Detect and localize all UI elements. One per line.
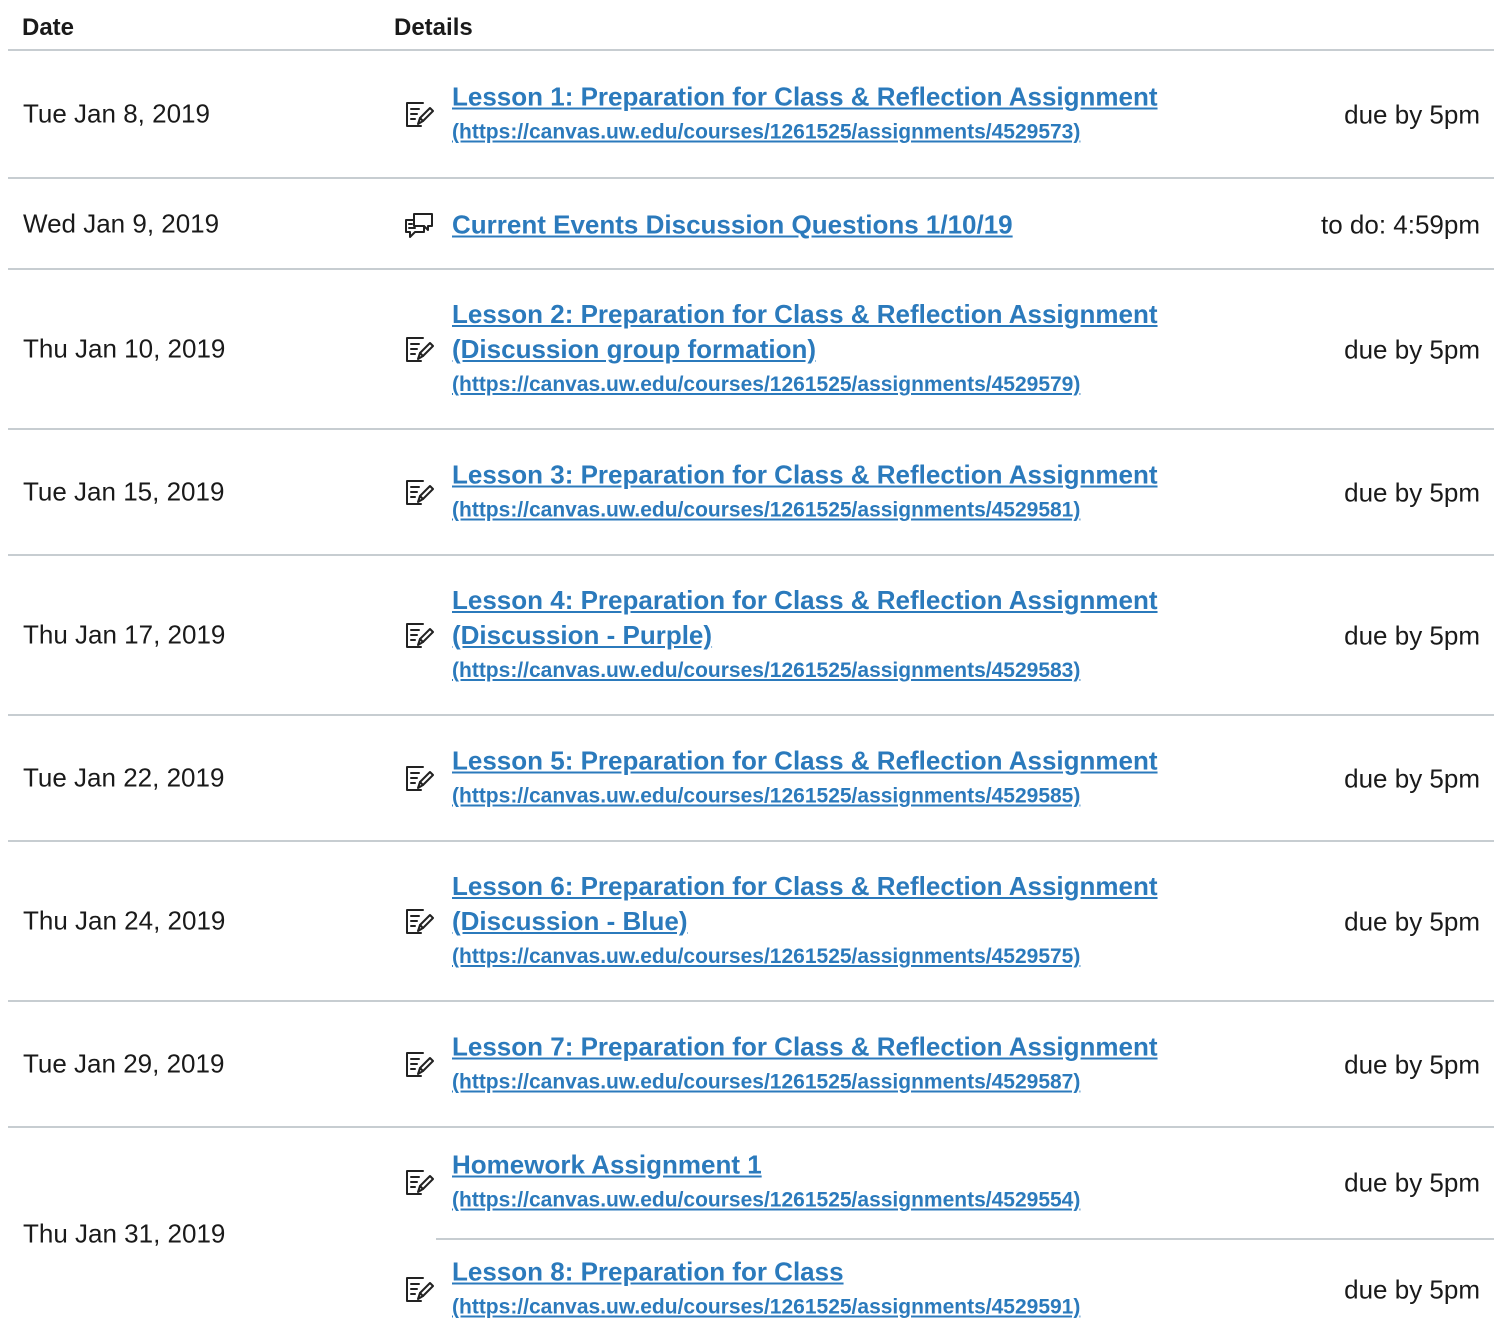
due-time: to do: 4:59pm xyxy=(1321,209,1480,239)
discussion-title-link[interactable]: Current Events Discussion Questions 1/10/19 xyxy=(452,209,1013,239)
table-row xyxy=(8,179,1494,270)
assignment-title-link[interactable]: Homework Assignment 1 xyxy=(452,1149,762,1180)
row-date: Tue Jan 15, 2019 xyxy=(23,476,225,507)
due-time: due by 5pm xyxy=(1344,620,1480,651)
due-time: due by 5pm xyxy=(1344,1049,1480,1080)
row-item xyxy=(436,1128,1494,1240)
assignment-url-link[interactable]: (https://canvas.uw.edu/courses/1261525/assignments/4529581) xyxy=(452,498,1081,522)
discussion-icon xyxy=(404,210,434,240)
row-date: Thu Jan 31, 2019 xyxy=(23,1218,226,1249)
row-item xyxy=(394,556,1494,716)
row-links xyxy=(452,80,1212,151)
assignment-url-link[interactable]: (https://canvas.uw.edu/courses/1261525/assignments/4529554) xyxy=(452,1188,1081,1212)
assignment-title-link[interactable]: Lesson 8: Preparation for Class xyxy=(452,1256,844,1287)
assignment-url-link[interactable]: (https://canvas.uw.edu/courses/1261525/assignments/4529573) xyxy=(452,120,1081,144)
row-links xyxy=(452,458,1212,529)
assignment-icon xyxy=(404,907,434,937)
row-date: Tue Jan 22, 2019 xyxy=(23,762,225,793)
due-time: due by 5pm xyxy=(1344,906,1480,937)
assignment-icon xyxy=(404,1168,434,1198)
assignment-url-link[interactable]: (https://canvas.uw.edu/courses/1261525/assignments/4529575) xyxy=(452,945,1081,968)
assignment-title-link[interactable]: Lesson 3: Preparation for Class & Reflection Assignment xyxy=(452,459,1158,490)
table-row xyxy=(8,430,1494,556)
row-links xyxy=(452,583,1212,689)
row-date: Thu Jan 17, 2019 xyxy=(23,619,226,650)
due-time: due by 5pm xyxy=(1344,763,1480,794)
table-row xyxy=(8,1002,1494,1128)
assignment-title-link[interactable]: Lesson 2: Preparation for Class & Reflection Assignment (Discussion group formation) xyxy=(452,299,1158,364)
assignment-url-link[interactable]: (https://canvas.uw.edu/courses/1261525/assignments/4529591) xyxy=(452,1295,1081,1319)
row-item xyxy=(394,430,1494,556)
assignment-url-link[interactable]: (https://canvas.uw.edu/courses/1261525/assignments/4529583) xyxy=(452,659,1081,682)
row-date: Tue Jan 8, 2019 xyxy=(23,98,210,129)
due-time: due by 5pm xyxy=(1344,477,1480,508)
assignment-url-link[interactable]: (https://canvas.uw.edu/courses/1261525/assignments/4529587) xyxy=(452,1070,1081,1094)
row-links xyxy=(452,207,1212,242)
row-item xyxy=(394,51,1494,179)
assignment-title-link[interactable]: Lesson 4: Preparation for Class & Reflection Assignment (Discussion - Purple) xyxy=(452,585,1158,650)
row-links xyxy=(452,1030,1212,1101)
table-row xyxy=(8,556,1494,716)
row-links xyxy=(452,297,1212,403)
row-links xyxy=(452,1255,1212,1326)
assignment-title-link[interactable]: Lesson 7: Preparation for Class & Reflection Assignment xyxy=(452,1031,1158,1062)
row-item xyxy=(394,270,1494,430)
due-time: due by 5pm xyxy=(1344,99,1480,130)
assignment-url-link[interactable]: (https://canvas.uw.edu/courses/1261525/assignments/4529585) xyxy=(452,784,1081,808)
row-date: Wed Jan 9, 2019 xyxy=(23,208,220,238)
table-header xyxy=(8,0,1494,51)
table-row xyxy=(8,1128,1494,1340)
assignment-icon xyxy=(404,621,434,651)
table-row xyxy=(8,716,1494,842)
row-links xyxy=(452,744,1212,815)
row-date: Thu Jan 10, 2019 xyxy=(23,333,226,364)
table-row xyxy=(8,270,1494,430)
due-time: due by 5pm xyxy=(1344,1274,1480,1305)
row-links xyxy=(452,869,1212,975)
assignment-title-link[interactable]: Lesson 5: Preparation for Class & Reflection Assignment xyxy=(452,745,1158,776)
row-item xyxy=(394,716,1494,842)
assignment-icon xyxy=(404,1275,434,1305)
assignment-icon xyxy=(404,100,434,130)
assignment-icon xyxy=(404,764,434,794)
column-header-details: Details xyxy=(394,14,473,41)
row-links xyxy=(452,1148,1212,1219)
due-time: due by 5pm xyxy=(1344,1167,1480,1198)
row-item xyxy=(394,179,1494,270)
table-row xyxy=(8,51,1494,179)
assignment-icon xyxy=(404,478,434,508)
row-item xyxy=(394,1240,1494,1340)
table-row xyxy=(8,842,1494,1002)
row-date: Tue Jan 29, 2019 xyxy=(23,1048,225,1079)
due-time: due by 5pm xyxy=(1344,334,1480,365)
assignment-title-link[interactable]: Lesson 6: Preparation for Class & Reflection Assignment (Discussion - Blue) xyxy=(452,871,1158,936)
row-item xyxy=(394,1002,1494,1128)
assignment-icon xyxy=(404,1050,434,1080)
assignment-url-link[interactable]: (https://canvas.uw.edu/courses/1261525/assignments/4529579) xyxy=(452,373,1081,396)
row-item xyxy=(394,842,1494,1002)
row-date: Thu Jan 24, 2019 xyxy=(23,905,226,936)
assignment-title-link[interactable]: Lesson 1: Preparation for Class & Reflection Assignment xyxy=(452,81,1158,112)
assignment-icon xyxy=(404,335,434,365)
column-header-date: Date xyxy=(22,14,75,41)
